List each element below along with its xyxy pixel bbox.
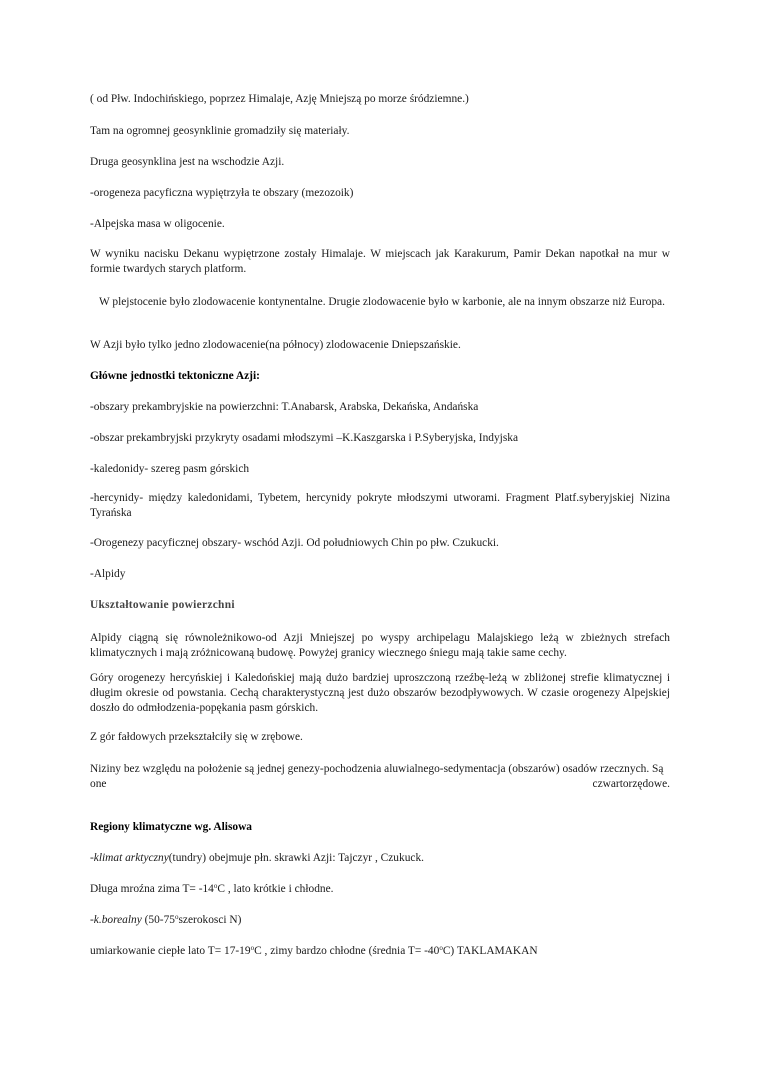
paragraph: W plejstocenie było zlodowacenie kontynentalne. Drugie zlodowacenie było w karbonie, ale na innym obszarze niż Europa. [99,296,665,308]
list-item: -hercynidy- między kaledonidami, Tybetem, hercynidy pokryte młodszymi utworami. Fragment Platf.syberyjskiej Nizina Tyrańska [90,492,670,519]
paragraph: ( od Płw. Indochińskiego, poprzez Himalaje, Azję Mniejszą po morze śródziemne.) [90,93,469,105]
section-heading: Główne jednostki tektoniczne Azji: [90,370,260,382]
list-item: -Orogenezy pacyficznej obszary- wschód Azji. Od południowych Chin po płw. Czukucki. [90,537,499,549]
text: C , lato krótkie i chłodne. [217,883,334,895]
list-item: -obszary prekambryjskie na powierzchni: T.Anabarsk, Arabska, Dekańska, Andańska [90,401,479,413]
paragraph: Alpidy ciągną się równoleżnikowo-od Azji Mniejszej po wyspy archipelagu Malajskiego leżą w zbieżnych strefach klimatycznych i mają zróżnicowaną budowę. Powyżej granicy wiecznego śniegu mają takie same cechy. [90,632,670,659]
degree-sup: o [174,913,179,921]
paragraph [90,851,670,866]
paragraph: Góry orogenezy hercyńskiej i Kaledońskiej mają dużo bardziej uproszczoną rzeźbę-leżą w zbliżonej strefie klimatycznej i długim okresie od powstania. Cechą charakterystyczną jest dużo obszarów bezodpływowych. W czasie orogenezy Alpejskiej doszło do odmłodzenia-popękania pasm górskich. [90,672,670,714]
paragraph: -Alpejska masa w oligocenie. [90,218,225,230]
text: szerokosci N) [178,914,242,926]
text: Długa mroźna zima T= -14 [90,883,214,895]
paragraph: -orogeneza pacyficzna wypiętrzyła te obszary (mezozoik) [90,187,354,199]
paragraph [90,913,670,928]
paragraph: W wyniku nacisku Dekanu wypiętrzone zostały Himalaje. W miejscach jak Karakurum, Pamir Dekan napotkał na mur w formie twardych starych platform. [90,248,670,275]
text: C) TAKLAMAKAN [442,945,538,957]
section-heading: Ukształtowanie powierzchni [90,599,235,611]
text: umiarkowanie ciepłe lato T= 17-19 [90,945,251,957]
paragraph: Druga geosynklina jest na wschodzie Azji. [90,156,285,168]
list-item: -Alpidy [90,568,126,580]
paragraph [90,882,670,897]
paragraph: Z gór fałdowych przekształciły się w zrębowe. [90,731,303,743]
text: one [90,778,107,790]
italic-term: -klimat arktyczny [90,852,169,864]
paragraph-line [90,777,670,792]
section-heading: Regiony klimatyczne wg. Alisowa [90,821,252,833]
text: (50-75 [141,914,175,926]
paragraph [90,944,670,959]
degree-sup: o [250,944,255,952]
text: C , zimy bardzo chłodne (średnia T= -40 [254,945,440,957]
degree-sup: o [439,944,443,952]
text: (tundry) obejmuje płn. skrawki Azji: Tajczyr , Czukuck. [168,852,424,864]
paragraph: Tam na ogromnej geosynklinie gromadziły się materiały. [90,125,350,137]
list-item: -kaledonidy- szereg pasm górskich [90,463,250,475]
text: czwartorzędowe. [592,778,670,790]
degree-sup: o [213,882,218,890]
list-item: -obszar prekambryjski przykryty osadami młodszymi –K.Kaszgarska i P.Syberyjska, Indyjska [90,432,519,444]
paragraph: W Azji było tylko jedno zlodowacenie(na północy) zlodowacenie Dniepszańskie. [90,339,461,351]
paragraph-line: Niziny bez względu na położenie są jednej genezy-pochodzenia aluwialnego-sedymentacja (obszarów) osadów rzecznych. Są [90,763,664,775]
italic-term: -k.borealny [90,914,142,926]
paragraph [90,762,670,792]
